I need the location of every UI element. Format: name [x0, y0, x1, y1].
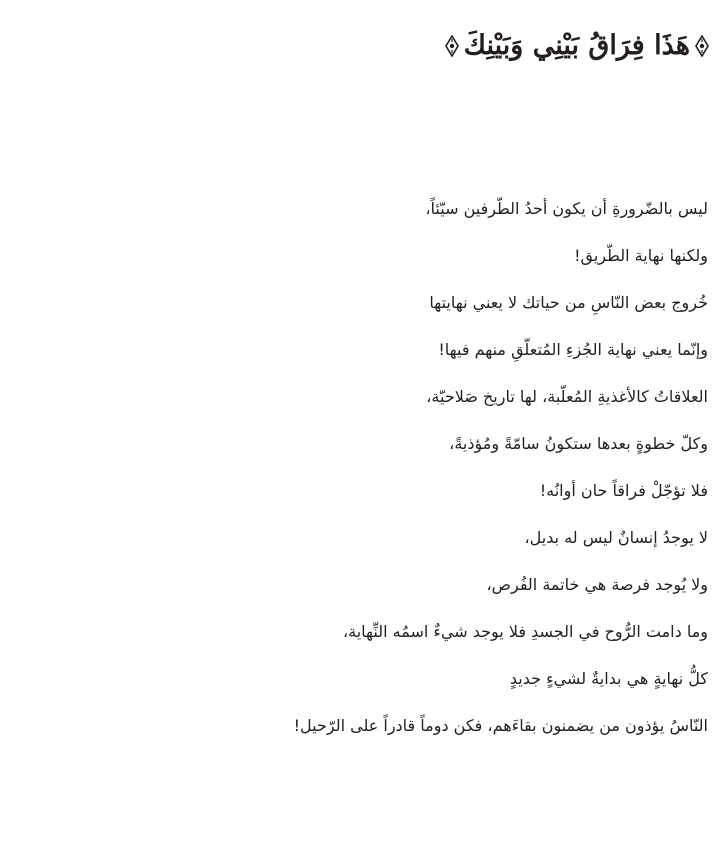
text-line: العلاقاتُ كالأغذيةِ المُعلّبة، لها تاريخ صَلاحيّة،	[426, 387, 708, 406]
text-line: النّاسُ يؤذون من يضمنون بقاءَهم، فكن دوماً قادراً على الرّحيل!	[293, 716, 708, 735]
text-line: فلا تؤجّلْ فراقاً حان أوانُه!	[539, 481, 708, 500]
text-line: وإنّما يعني نهاية الجُزءِ المُتعلّقِ منهم فيها!	[438, 340, 708, 359]
text-line: وكلّ خطوةٍ بعدها ستكونُ سامّةً ومُؤذيةً،	[449, 434, 708, 453]
title-text: هَذَا فِرَاقُ بَيْنِي وَبَيْنِكَ	[463, 30, 690, 61]
ornament-icon	[444, 35, 460, 57]
text-line: خُروج بعض النّاسِ من حياتك لا يعني نهايتها	[429, 293, 708, 312]
text-line: ولكنها نهاية الطّريق!	[574, 246, 708, 265]
title	[444, 26, 710, 66]
text-body	[0, 185, 708, 749]
text-line: وما دامت الرُّوح في الجسدِ فلا يوجد شيءٌ اسمُه النِّهاية،	[342, 622, 708, 641]
text-line: كلُّ نهايةٍ هي بدايةٌ لشيءٍ جديدٍ	[509, 669, 708, 688]
text-line: لا يوجدُ إنسانٌ ليس له بديل،	[524, 528, 708, 547]
text-line: ولا يُوجد فرصة هي خاتمة الفُرص،	[486, 575, 708, 594]
ornament-icon	[694, 35, 710, 57]
text-line: ليس بالضّرورةِ أن يكون أحدُ الطّرفين سيّئاً،	[425, 199, 708, 218]
